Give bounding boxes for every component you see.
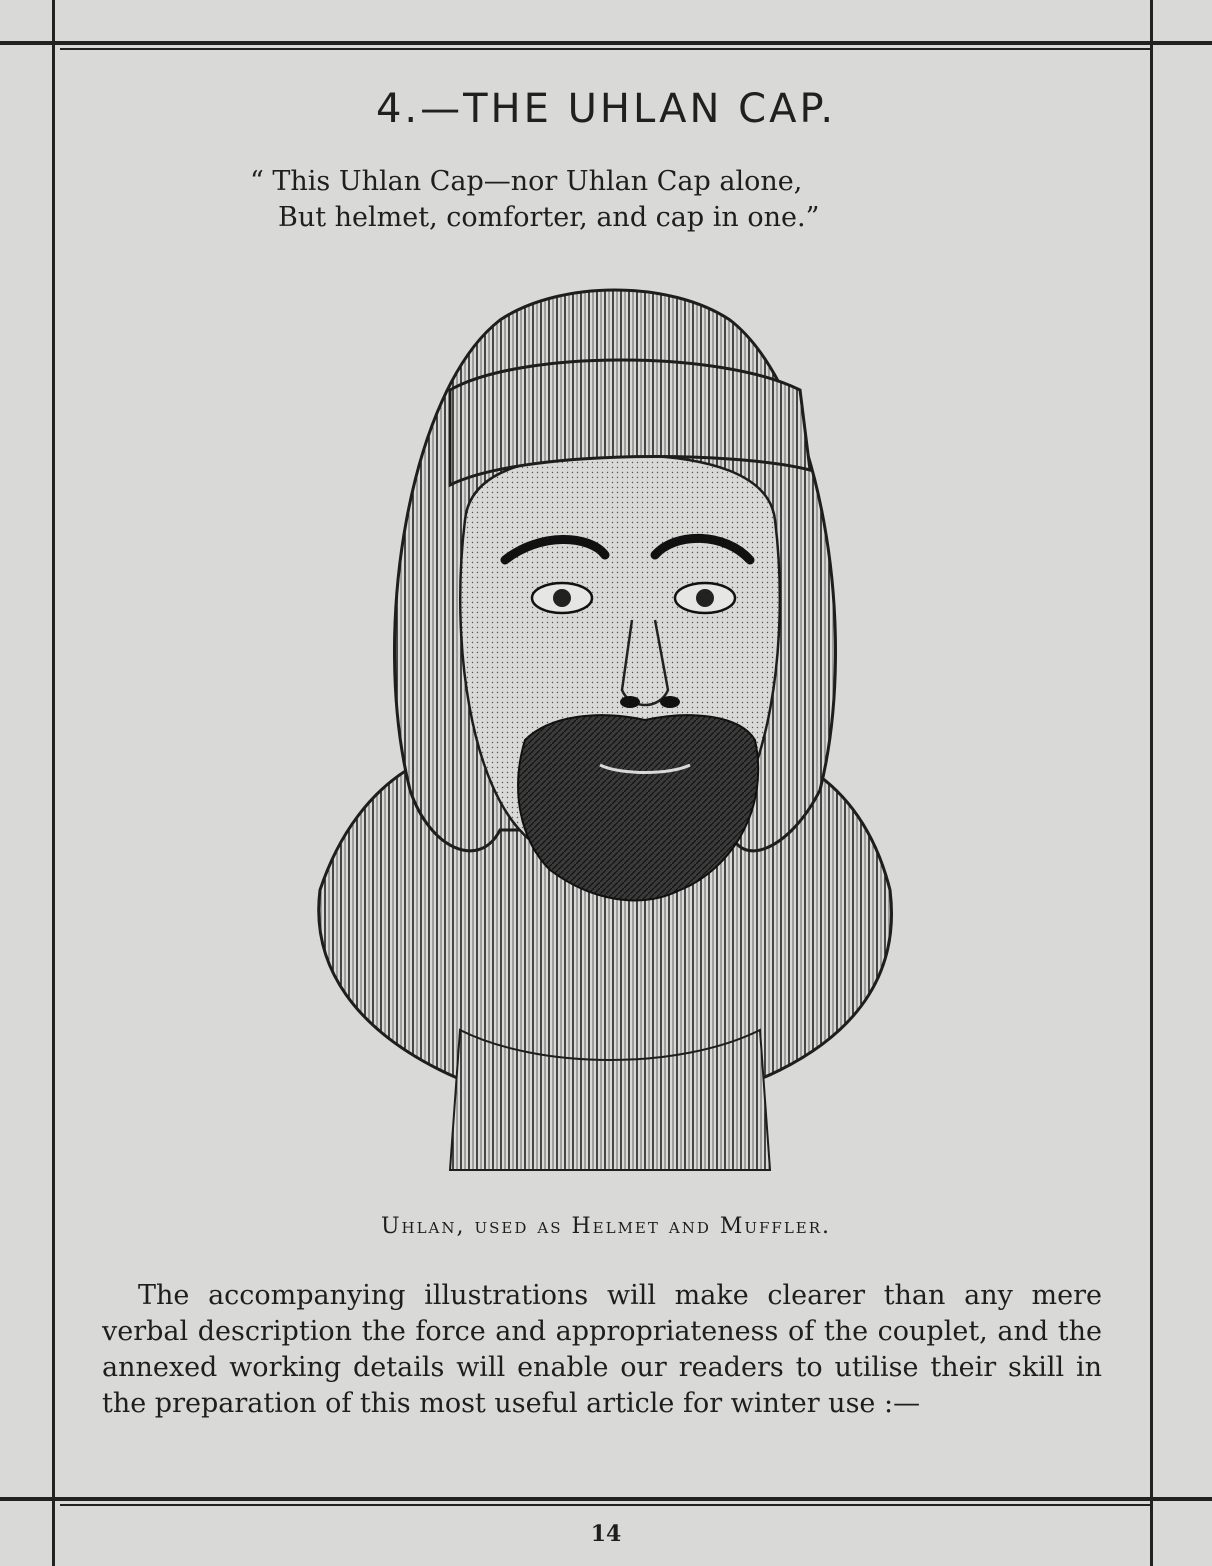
frame-bottom-rule-2	[60, 1504, 1152, 1506]
frame-top-rule-2	[60, 48, 1152, 50]
body-paragraph	[102, 1278, 1102, 1422]
uhlan-cap-illustration	[300, 270, 920, 1190]
epigraph-line-1: “ This Uhlan Cap—nor Uhlan Cap alone,	[250, 166, 803, 197]
engraving-icon	[300, 270, 920, 1190]
frame-bottom-rule	[0, 1497, 1212, 1501]
page-title: 4.—THE UHLAN CAP.	[375, 86, 837, 132]
frame-top-rule	[0, 41, 1212, 45]
figure-caption: Uhlan, used as Helmet and Muffler.	[380, 1214, 832, 1239]
frame-left-rule	[52, 0, 55, 1566]
frame-right-rule	[1150, 0, 1153, 1566]
body-paragraph-text: The accompanying illustrations will make clearer than any mere verbal description the force and appropriateness of the couplet, and the annexed working details will enable our readers to utilise their skill in the preparation of this most useful article for winter use :—	[102, 1280, 1102, 1419]
epigraph-line-2: But helmet, comforter, and cap in one.”	[278, 202, 820, 233]
page-number: 14	[590, 1521, 622, 1547]
